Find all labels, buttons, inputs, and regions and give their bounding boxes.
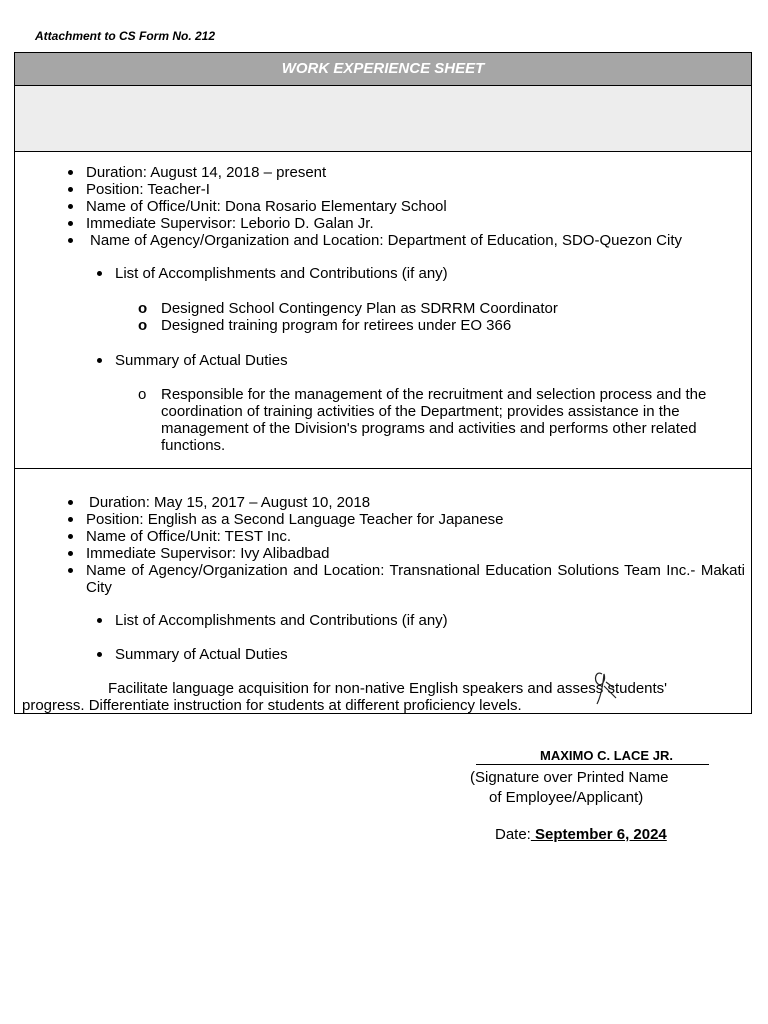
entry2-duties-label: Summary of Actual Duties <box>115 646 715 663</box>
entry2-supervisor: Immediate Supervisor: Ivy Alibadbad <box>86 545 745 562</box>
entry1-accomplishment-item: o Designed training program for retirees under EO 366 <box>138 317 512 334</box>
entry1-duration: Duration: August 14, 2018 – present <box>86 164 736 181</box>
entry2-office: Name of Office/Unit: TEST Inc. <box>86 528 745 545</box>
entry2-agency: Name of Agency/Organization and Location: Transnational Education Solutions Team Inc.- Makati City <box>86 562 745 596</box>
entry2-duration: Duration: May 15, 2017 – August 10, 2018 <box>86 494 745 511</box>
entry1-details <box>86 164 736 249</box>
work-experience-sheet <box>14 52 752 714</box>
date-value: September 6, 2024 <box>530 826 667 843</box>
experience-entry-2 <box>15 469 751 714</box>
handwritten-signature-mark <box>588 668 618 708</box>
entry2-position: Position: English as a Second Language Teacher for Japanese <box>86 511 745 528</box>
entry2-duties-line1: Facilitate language acquisition for non-native English speakers and assess students' <box>108 680 668 697</box>
date-label: Date: <box>495 826 531 843</box>
entry2-accomplishments-label: List of Accomplishments and Contributions (if any) <box>115 612 715 629</box>
entry1-office: Name of Office/Unit: Dona Rosario Elementary School <box>86 198 736 215</box>
entry1-accomplishments-label: List of Accomplishments and Contributions (if any) <box>115 265 715 282</box>
entry2-duties-line2: progress. Differentiate instruction for students at different proficiency levels. <box>22 697 522 714</box>
attachment-label: Attachment to CS Form No. 212 <box>35 29 216 43</box>
entry1-duties-list <box>138 386 727 454</box>
sheet-title: WORK EXPERIENCE SHEET <box>15 53 751 86</box>
signature-caption <box>470 768 668 808</box>
entry1-accomplishments-list <box>138 300 721 334</box>
signature-caption-line2: of Employee/Applicant) <box>489 789 644 806</box>
entry1-accomplishment-item: o Designed School Contingency Plan as SDRRM Coordinator <box>138 300 558 317</box>
signature-caption-line1: (Signature over Printed Name <box>470 769 669 786</box>
entry1-agency: Name of Agency/Organization and Location: Department of Education, SDO-Quezon City <box>86 232 736 249</box>
entry1-supervisor: Immediate Supervisor: Leborio D. Galan Jr. <box>86 215 736 232</box>
entry1-duties-label: Summary of Actual Duties <box>115 352 715 369</box>
blank-header-row <box>15 86 751 152</box>
entry1-position: Position: Teacher-I <box>86 181 736 198</box>
entry1-duty-item: o Responsible for the management of the recruitment and selection process and the coordination of training activities of the Department; provides assistance in the management of the Division's programs and activities and performs other related functions. <box>138 386 707 454</box>
date-line <box>495 826 667 843</box>
experience-entry-1 <box>15 152 751 469</box>
printed-name: MAXIMO C. LACE JR. <box>476 748 709 765</box>
entry2-details <box>86 494 745 596</box>
